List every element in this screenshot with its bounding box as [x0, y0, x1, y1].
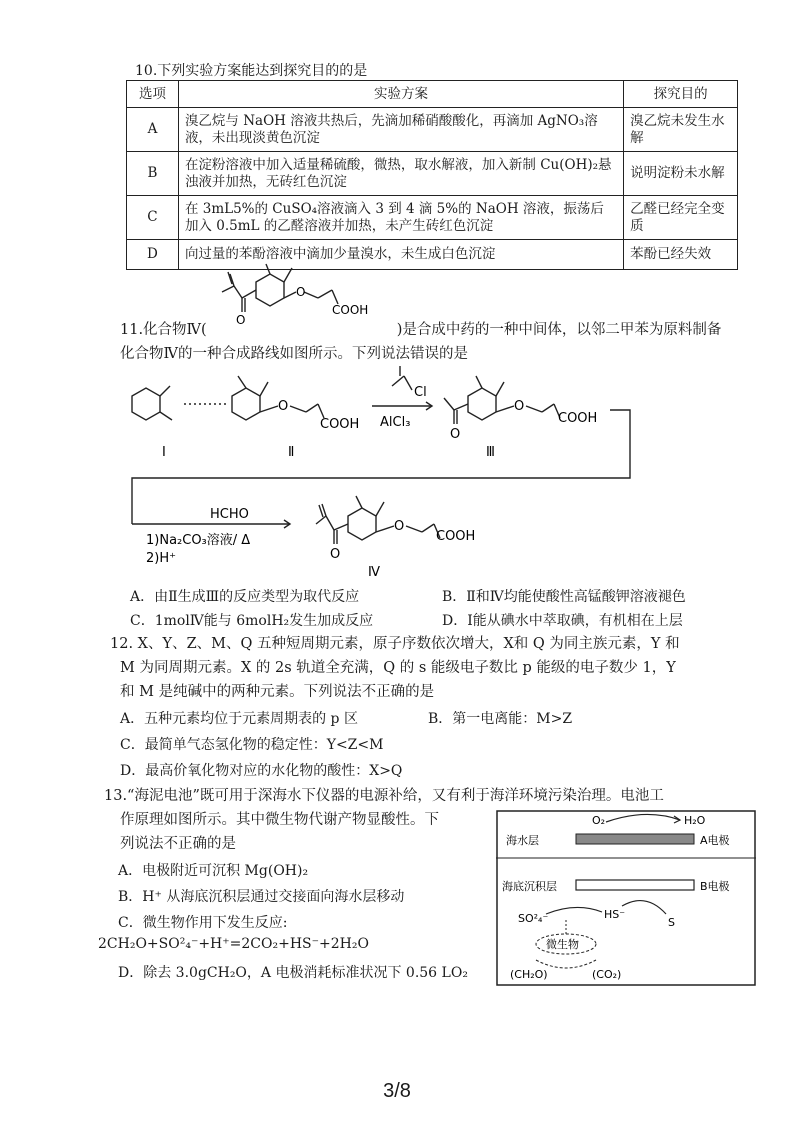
- q11-option-c: C．1molⅣ能与 6molH₂发生加成反应: [130, 613, 374, 629]
- q13-option-d: D．除去 3.0gCH₂O，A 电极消耗标准状况下 0.56 LO₂: [118, 965, 468, 981]
- q11-stem-suffix: )是合成中药的一种中间体，以邻二甲苯为原料制备: [396, 322, 722, 338]
- q12-line1: 12. X、Y、Z、M、Q 五种短周期元素，原子序数依次增大，X和 Q 为同主族元素，Y 和: [110, 636, 680, 652]
- microbe-label: 微生物: [546, 938, 579, 951]
- electrode-b-label: B电极: [700, 880, 730, 893]
- compound-iv-cooh: COOH: [436, 529, 476, 544]
- reagent2-cond1: 1)Na₂CO₃溶液/ Δ: [146, 533, 251, 548]
- q13-option-c: C．微生物作用下发生反应:: [118, 915, 288, 931]
- q13-option-b: B．H⁺ 从海底沉积层通过交接面向海水层移动: [118, 889, 405, 905]
- electrode-a-label: A电极: [700, 834, 730, 847]
- row-goal: 乙醛已经完全变质: [624, 196, 738, 240]
- header-plan: 实验方案: [178, 81, 623, 108]
- h2o-label: H₂O: [684, 814, 706, 827]
- q11-option-b: B．Ⅱ和Ⅳ均能使酸性高锰酸钾溶液褪色: [442, 589, 686, 605]
- q11-stem-line2: 化合物Ⅳ的一种合成路线如图所示。下列说法错误的是: [120, 346, 468, 362]
- q13-line3: 列说法不正确的是: [120, 836, 236, 852]
- inline-o-label: O: [296, 285, 306, 299]
- experiment-table: [126, 80, 738, 270]
- compound-iii-ketone-o: O: [450, 427, 461, 442]
- q11-option-a: A．由Ⅱ生成Ⅲ的反应类型为取代反应: [130, 589, 360, 605]
- table-row: [127, 108, 738, 152]
- label-ii: Ⅱ: [288, 445, 295, 460]
- q11-stem-prefix: 11.化合物Ⅳ(: [120, 322, 207, 338]
- s-label: S: [668, 916, 675, 929]
- q12-option-c: C．最简单气态氢化物的稳定性：Y<Z<M: [120, 737, 384, 753]
- compound-ii-cooh: COOH: [320, 417, 360, 432]
- row-option: D: [127, 240, 179, 270]
- reagent1-catalyst: AlCl₃: [380, 415, 411, 430]
- row-goal: 溴乙烷未发生水解: [624, 108, 738, 152]
- row-goal: 说明淀粉未水解: [624, 152, 738, 196]
- q12-line3: 和 M 是纯碱中的两种元素。下列说法不正确的是: [120, 684, 435, 700]
- mud-battery-diagram: [496, 810, 758, 988]
- q13-line2: 作原理如图所示。其中微生物代谢产物显酸性。下: [120, 812, 439, 828]
- q13-line1: 13.“海泥电池”既可用于深海水下仪器的电源补给，又有利于海洋环境污染治理。电池工: [104, 788, 664, 804]
- header-option: 选项: [127, 81, 179, 108]
- compound-iii-o: O: [514, 399, 525, 414]
- q12-option-b: B．第一电离能：M>Z: [428, 711, 573, 727]
- ch2o-label: (CH₂O): [510, 968, 548, 981]
- synthesis-route-diagram: [110, 366, 640, 586]
- label-iv: Ⅳ: [368, 565, 380, 580]
- reagent2-hcho: HCHO: [210, 507, 249, 522]
- sediment-layer-label: 海底沉积层: [502, 880, 557, 893]
- hs-label: HS⁻: [604, 908, 626, 921]
- q10-stem: 10.下列实验方案能达到探究目的的是: [135, 63, 368, 79]
- o2-label: O₂: [592, 814, 606, 827]
- so4-label: SO²₄⁻: [518, 912, 549, 925]
- inline-ketone-o: O: [236, 313, 246, 327]
- row-option: B: [127, 152, 179, 196]
- table-row: [127, 152, 738, 196]
- label-i: Ⅰ: [162, 445, 166, 460]
- row-plan: 溴乙烷与 NaOH 溶液共热后，先滴加稀硝酸酸化，再滴加 AgNO₃溶液，未出现淡黄色沉淀: [178, 108, 623, 152]
- q11-stem-line1: [120, 318, 721, 342]
- q12-line2: M 为同周期元素。X 的 2s 轨道全充满，Q 的 s 能级电子数比 p 能级的电子数少 1，Y: [120, 660, 676, 676]
- sea-layer-label: 海水层: [506, 834, 539, 847]
- q11-option-d: D．Ⅰ能从碘水中萃取碘，有机相在上层: [442, 613, 683, 629]
- q13-option-a: A．电极附近可沉积 Mg(OH)₂: [118, 863, 309, 879]
- row-goal: 苯酚已经失效: [624, 240, 738, 270]
- row-option: A: [127, 108, 179, 152]
- compound-iv-ketone-o: O: [330, 547, 341, 562]
- page-number: 3/8: [383, 1080, 411, 1102]
- inline-cooh: COOH: [332, 303, 369, 317]
- reagent2-cond2: 2)H⁺: [146, 551, 176, 566]
- table-header-row: [127, 81, 738, 108]
- row-option: C: [127, 196, 179, 240]
- compound-ii-o: O: [278, 399, 289, 414]
- q12-option-d: D．最高价氧化物对应的水化物的酸性：X>Q: [120, 763, 403, 779]
- row-plan: 向过量的苯酚溶液中滴加少量溴水，未生成白色沉淀: [178, 240, 623, 270]
- label-iii: Ⅲ: [486, 445, 495, 460]
- co2-label: (CO₂): [592, 968, 622, 981]
- reagent1-cl: Cl: [414, 385, 427, 400]
- row-plan: 在淀粉溶液中加入适量稀硫酸，微热，取水解液，加入新制 Cu(OH)₂悬浊液并加热，无砖红色沉淀: [178, 152, 623, 196]
- compound-iii-cooh: COOH: [558, 411, 598, 426]
- row-plan: 在 3mL5%的 CuSO₄溶液滴入 3 到 4 滴 5%的 NaOH 溶液，振荡后加入 0.5mL 的乙醛溶液并加热，未产生砖红色沉淀: [178, 196, 623, 240]
- compound-iv-o: O: [394, 519, 405, 534]
- q13-option-c-equation: 2CH₂O+SO²₄⁻+H⁺=2CO₂+HS⁻+2H₂O: [98, 936, 369, 952]
- header-goal: 探究目的: [624, 81, 738, 108]
- table-row: [127, 196, 738, 240]
- q12-option-a: A．五种元素均位于元素周期表的 p 区: [120, 711, 358, 727]
